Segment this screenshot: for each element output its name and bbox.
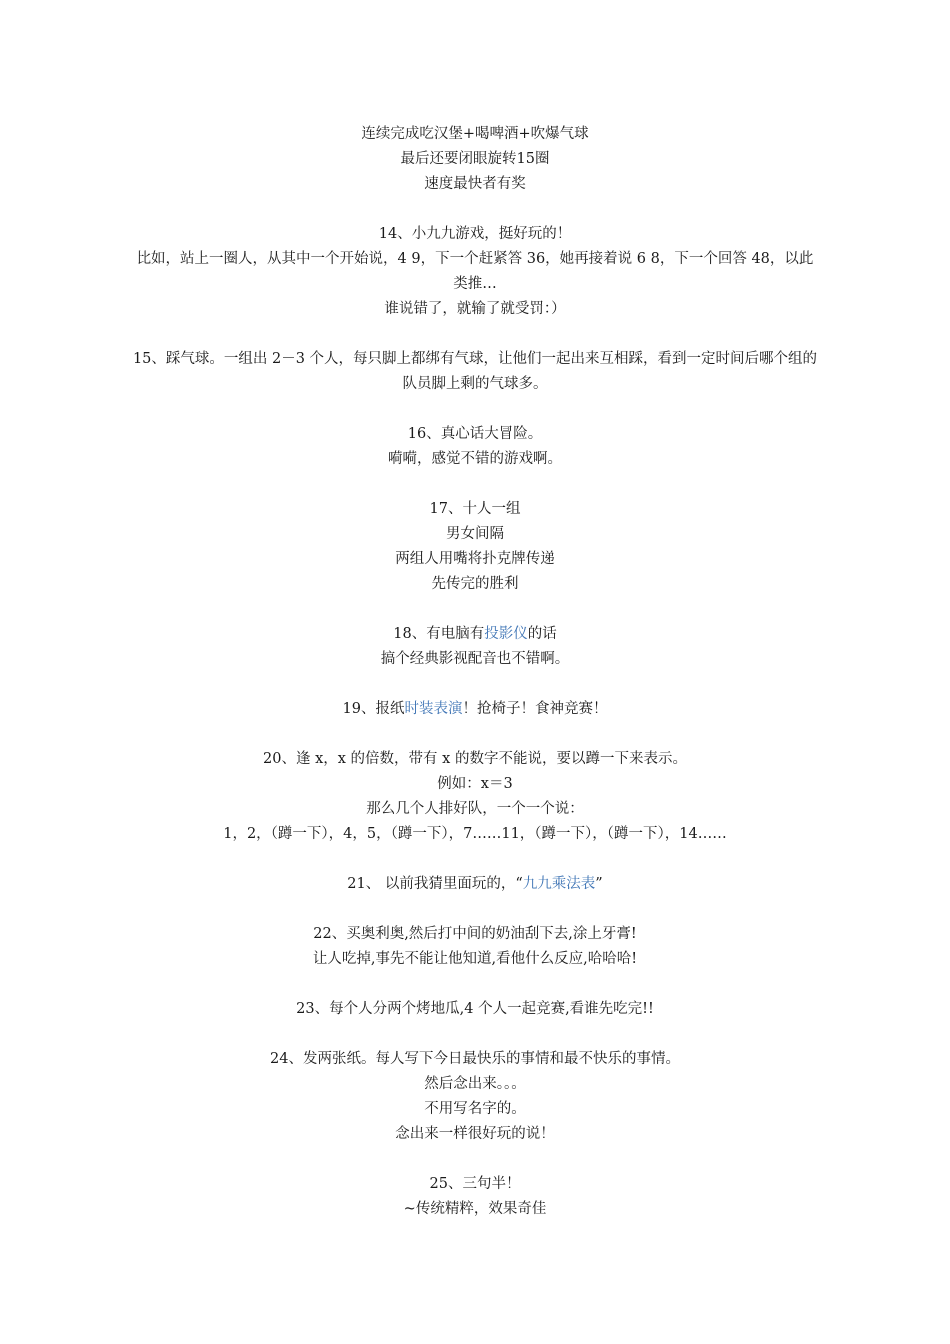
item-21-title [130, 872, 820, 897]
fashion-show-link[interactable]: 时装表演 [404, 701, 463, 717]
item-15-text: 15、踩气球。一组出 2－3 个人，每只脚上都绑有气球，让他们一起出来互相踩，看到一定时间后哪个组的队员脚上剩的气球多。 [132, 351, 818, 392]
item-19-pre: 19、报纸 [342, 701, 405, 717]
item-18-post: 的话 [527, 626, 557, 642]
item-18-pre: 18、有电脑有 [393, 626, 485, 642]
item-17-line-1: 男女间隔 [446, 526, 504, 542]
item-25-line-1: ~传统精粹，效果奇佳 [403, 1201, 547, 1217]
item-24-line-3: 念出来一样很好玩的说！ [395, 1126, 555, 1142]
item-24-title: 24、发两张纸。每人写下今日最快乐的事情和最不快乐的事情。 [270, 1051, 680, 1067]
item-16-line-1: 嗬嗬，感觉不错的游戏啊。 [388, 451, 562, 467]
item-19-title [130, 697, 820, 722]
item-20-line-2: 那么几个人排好队，一个一个说： [366, 801, 584, 817]
item-22-title: 22、买奥利奥,然后打中间的奶油刮下去,涂上牙膏! [313, 926, 637, 942]
item-17-line-3: 先传完的胜利 [431, 576, 519, 592]
intro-line-2: 最后还要闭眼旋转15圈 [400, 151, 550, 167]
item-16-title: 16、真心话大冒险。 [407, 426, 543, 442]
item-20-line-1: 例如：x＝3 [437, 776, 513, 792]
item-22-line-1: 让人吃掉,事先不能让他知道,看他什么反应,哈哈哈! [312, 951, 638, 967]
item-24-line-2: 不用写名字的。 [424, 1101, 526, 1117]
intro-line-1: 连续完成吃汉堡+喝啤酒+吹爆气球 [361, 126, 589, 142]
item-14-title: 14、小九九游戏，挺好玩的！ [378, 226, 572, 242]
item-17-title: 17、十人一组 [429, 501, 521, 517]
item-14-line-1: 比如，站上一圈人，从其中一个开始说，4 9，下一个赶紧答 36，她再接着说 6 8，下一个回答 48，以此类推… [136, 251, 814, 292]
item-21-pre: 21、 以前我猜里面玩的，“ [347, 876, 523, 892]
document-page [130, 122, 820, 1222]
item-24-line-1: 然后念出来。。。 [424, 1076, 526, 1092]
multiplication-table-link[interactable]: 九九乘法表 [522, 876, 596, 892]
item-14-line-2: 谁说错了，就输了就受罚：） [384, 301, 566, 317]
item-25-title: 25、三句半！ [429, 1176, 521, 1192]
item-19-post: ！抢椅子！食神竞赛！ [462, 701, 608, 717]
intro-line-3: 速度最快者有奖 [424, 176, 526, 192]
item-18-line-1: 搞个经典影视配音也不错啊。 [380, 651, 570, 667]
item-17-line-2: 两组人用嘴将扑克牌传递 [395, 551, 555, 567]
item-20-title: 20、逢 x，x 的倍数，带有 x 的数字不能说，要以蹲一下来表示。 [263, 751, 687, 767]
item-21-post: ” [595, 876, 603, 892]
item-18-title [130, 622, 820, 647]
projector-link[interactable]: 投影仪 [484, 626, 528, 642]
item-20-line-3: 1，2，（蹲一下），4，5，（蹲一下），7……11，（蹲一下），（蹲一下），14…… [223, 826, 727, 842]
item-23-title: 23、每个人分两个烤地瓜,4 个人一起竞赛,看谁先吃完!! [296, 1001, 654, 1017]
